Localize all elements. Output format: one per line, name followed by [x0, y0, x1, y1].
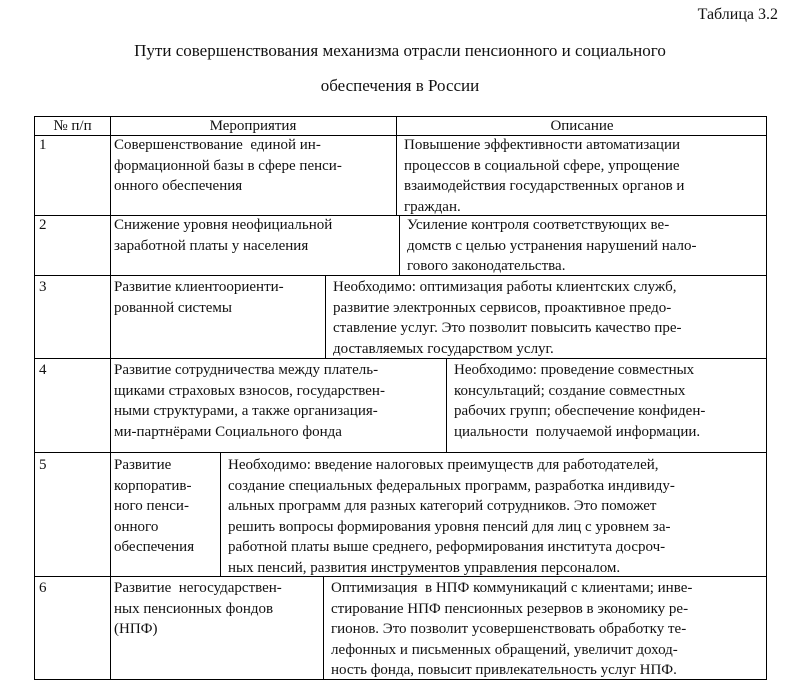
header-description: Описание [550, 118, 614, 134]
header-measures: Мероприятия [209, 118, 297, 134]
column-divider [446, 358, 447, 452]
row-5-num: 5 [39, 457, 47, 473]
row-5-measure: Развитие корпоратив- ного пенси- онного обеспечения [114, 457, 195, 555]
row-6-description: Оптимизация в НПФ коммуникаций с клиентами; инве- стирование НПФ пенсионных резервов в экономику ре- гионов. Это позволит усовершенствовать обработку те- лефонных и письменных обращений, увеличит доход- ность фонда, повысит привлекательность услуг НПФ. [331, 580, 693, 678]
row-6-measure: Развитие негосударствен- ных пенсионных фондов (НПФ) [114, 580, 282, 637]
header-num: № п/п [53, 118, 92, 134]
column-divider [323, 576, 324, 680]
row-5-description: Необходимо: введение налоговых преимуществ для работодателей, создание специальных федеральных программ, разработка индивиду- альных программ для разных категорий сотрудников. Это поможет решить вопросы формирования уровня пенсий для лиц с уровнем за- работной платы выше среднего, реформирования института досроч- ных пенсий, развития инструментов управления персоналом. [228, 457, 675, 576]
row-3-description: Необходимо: оптимизация работы клиентских служб, развитие электронных сервисов, проактивное предо- ставление услуг. Это позволит повысить качество пре- доставляемых государством услуг. [333, 279, 682, 357]
column-divider [220, 452, 221, 576]
row-3-num: 3 [39, 279, 47, 295]
row-2-measure: Снижение уровня неофициальной заработной платы у населения [114, 217, 333, 254]
row-1-description: Повышение эффективности автоматизации процессов в социальной сфере, упрощение взаимодействия государственных органов и граждан. [404, 137, 685, 215]
row-1-measure: Совершенствование единой ин- формационной базы в сфере пенси- онного обеспечения [114, 137, 342, 194]
column-divider [110, 117, 111, 680]
column-divider [396, 117, 397, 215]
column-divider [399, 215, 400, 275]
row-4-num: 4 [39, 362, 47, 378]
table-title-line-2: обеспечения в России [320, 76, 480, 95]
row-2-num: 2 [39, 217, 47, 233]
row-6-num: 6 [39, 580, 47, 596]
row-4-description: Необходимо: проведение совместных консультаций; создание совместных рабочих групп; обеспечение конфиден- циальности получаемой информации. [454, 362, 706, 440]
measures-table [34, 116, 767, 680]
table-title-line-1: Пути совершенствования механизма отрасли пенсионного и социального [134, 41, 666, 60]
row-4-measure: Развитие сотрудничества между платель- щиками страховых взносов, государствен- ными структурами, а также организация- ми-партнёрами Социального фонда [114, 362, 385, 440]
row-divider [35, 452, 766, 453]
table-caption-number: Таблица 3.2 [697, 6, 778, 23]
row-1-num: 1 [39, 137, 47, 153]
row-3-measure: Развитие клиентоориенти- рованной системы [114, 279, 284, 316]
column-divider [325, 275, 326, 358]
row-2-description: Усиление контроля соответствующих ве- домств с целью устранения нарушений нало- гового законодательства. [407, 217, 697, 274]
